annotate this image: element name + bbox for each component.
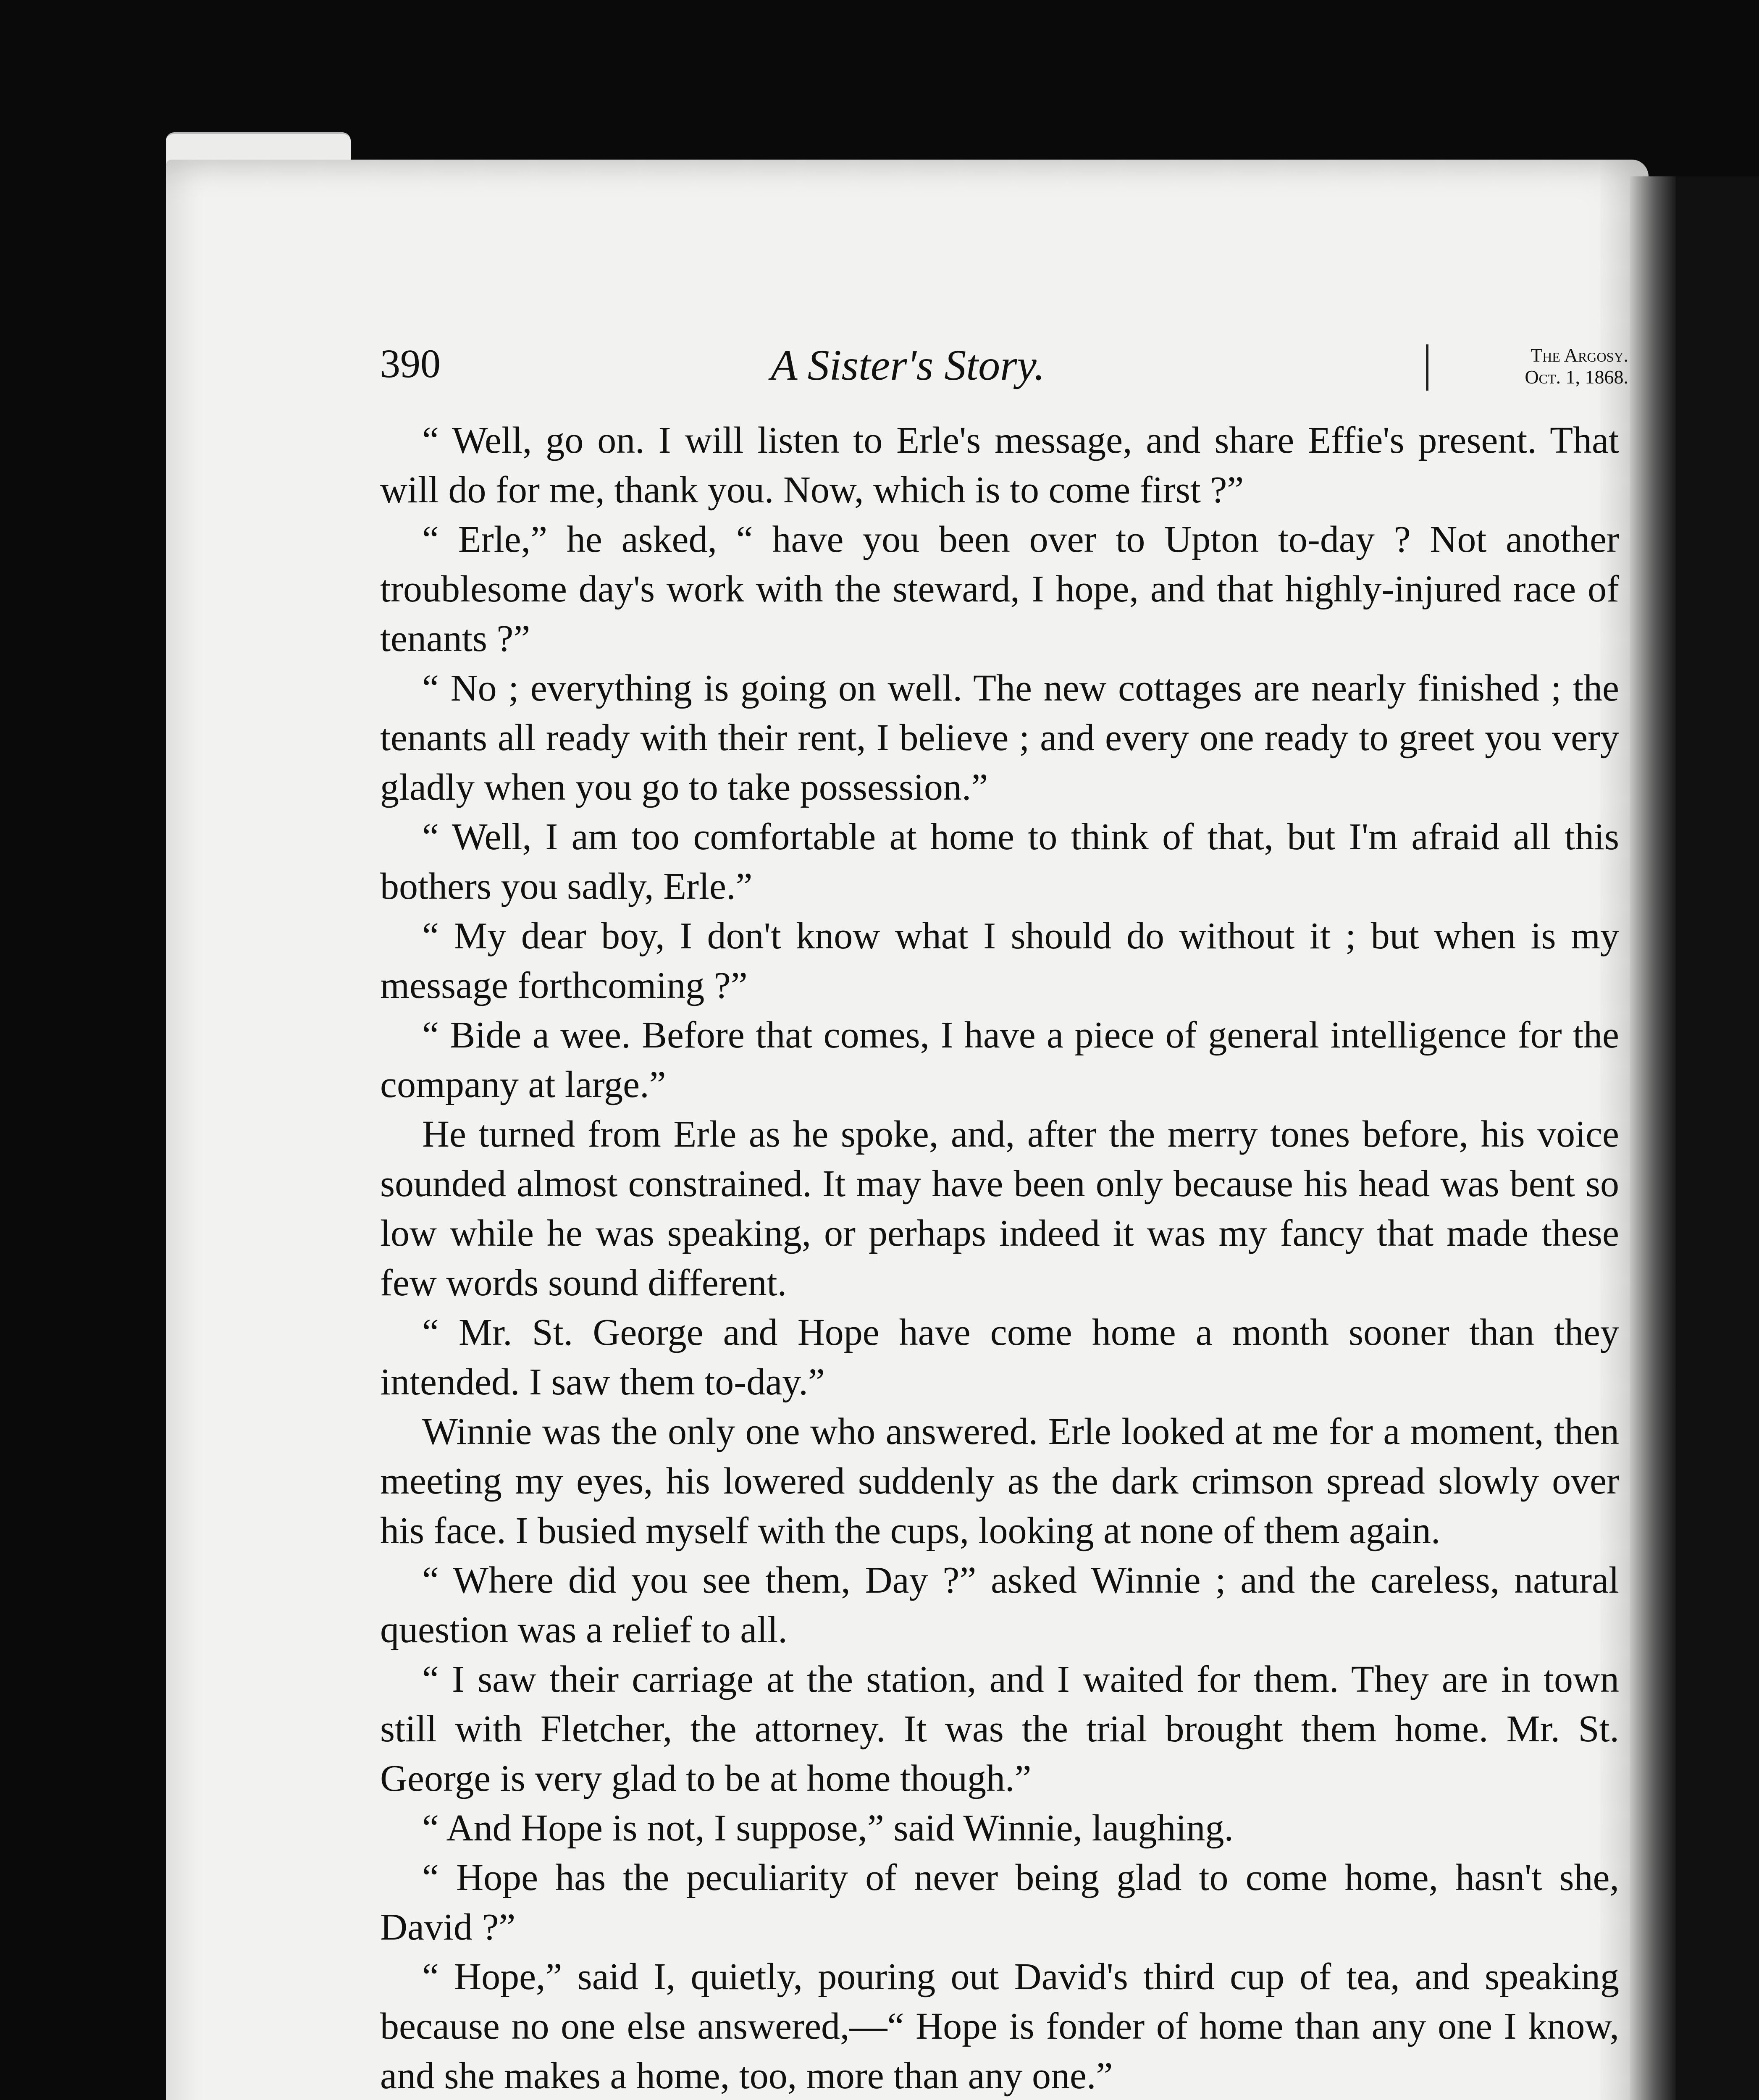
paragraph: He turned from Erle as he spoke, and, after the merry tones before, his voice sounded almost constrained. It may have been only because his head was bent so low while he was speaking, or perhaps indeed it was my fancy that made these few words sound different.: [380, 1113, 1619, 1304]
paragraph: “ Well, go on. I will listen to Erle's message, and share Effie's present. That will do for me, thank you. Now, which is to come first ?”: [380, 420, 1619, 511]
paragraph: “ Erle,” he asked, “ have you been over to Upton to-day ? Not another troublesome day's work with the steward, I hope, and that highly-injured race of tenants ?”: [380, 519, 1619, 659]
paragraph: “ And Hope is not, I suppose,” said Winnie, laughing.: [422, 1807, 1234, 1849]
paragraph: “ Well, I am too comfortable at home to think of that, but I'm afraid all this bothers you sadly, Erle.”: [380, 816, 1619, 907]
page-number: 390: [380, 341, 441, 386]
paragraph: “ Hope has the peculiarity of never being glad to come home, hasn't she, David ?”: [380, 1857, 1619, 1948]
paragraph: “ I saw their carriage at the station, and I waited for them. They are in town still with Fletcher, the attorney. It was the trial brought them home. Mr. St. George is very glad to be at home though.”: [380, 1659, 1619, 1799]
book-gutter-shadow: [1630, 176, 1676, 2100]
paragraph: “ No ; everything is going on well. The new cottages are nearly finished ; the tenants all ready with their rent, I believe ; and every one ready to greet you very gladly when you go to take possession.”: [380, 667, 1619, 808]
running-head: [380, 332, 1628, 399]
journal-name: The Argosy.: [1531, 344, 1628, 366]
body-text: [380, 416, 1619, 2100]
adjacent-page-edge: [1676, 176, 1759, 2100]
paragraph: “ Where did you see them, Day ?” asked Winnie ; and the careless, natural question was a relief to all.: [380, 1559, 1619, 1651]
paragraph: Winnie was the only one who answered. Erle looked at me for a moment, then meeting my eyes, his lowered suddenly as the dark crimson spread slowly over his face. I busied myself with the cups, looking at none of them again.: [380, 1411, 1619, 1551]
paragraph: “ Hope,” said I, quietly, pouring out David's third cup of tea, and speaking because no one else answered,—“ Hope is fonder of home than any one I know, and she makes a home, too, more than any one.”: [380, 1956, 1619, 2097]
paragraph: “ Mr. St. George and Hope have come home a month sooner than they intended. I saw them to-day.”: [380, 1312, 1619, 1403]
journal-reference: [1426, 344, 1628, 391]
paragraph: “ Bide a wee. Before that comes, I have a piece of general intelligence for the company at large.”: [380, 1014, 1619, 1105]
running-title: A Sister's Story.: [771, 341, 1045, 389]
paragraph: “ My dear boy, I don't know what I should do without it ; but when is my message forthcoming ?”: [380, 915, 1619, 1006]
journal-date: Oct. 1, 1868.: [1525, 366, 1628, 388]
